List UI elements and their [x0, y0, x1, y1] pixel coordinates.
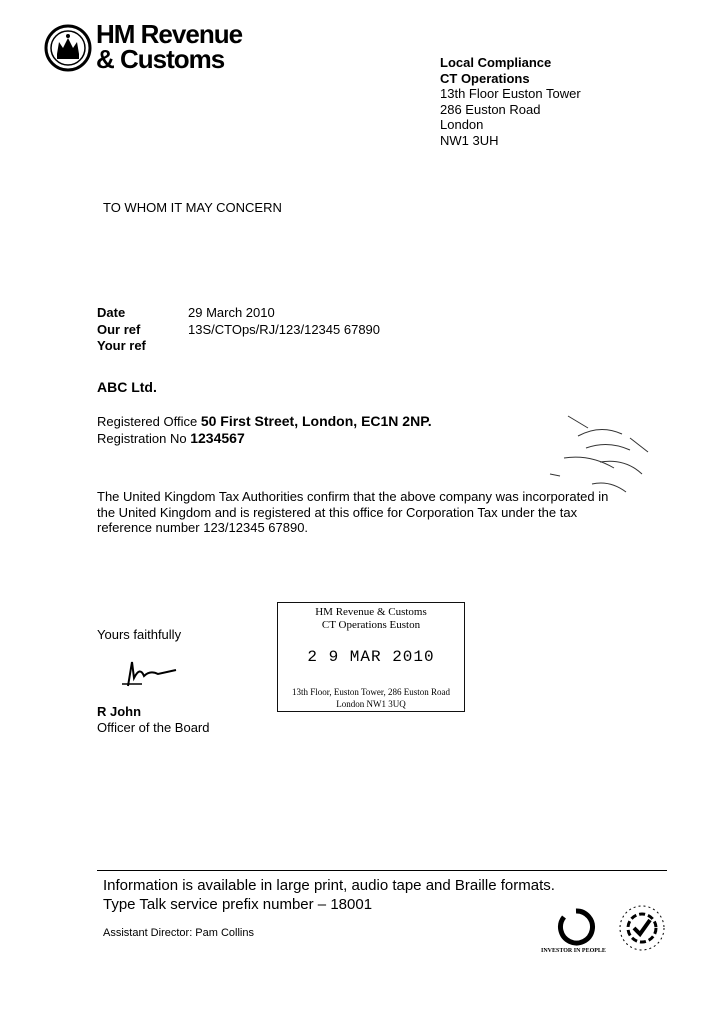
signer-title: Officer of the Board	[97, 720, 210, 735]
investor-in-people-icon	[556, 908, 596, 946]
address-postcode: NW1 3UH	[440, 132, 499, 148]
salutation: TO WHOM IT MAY CONCERN	[103, 200, 282, 215]
stamp-address-line2: London NW1 3UQ	[336, 699, 406, 709]
hmrc-wordmark	[96, 19, 243, 74]
address-city: London	[440, 117, 484, 132]
org-name-line1: HM Revenue	[96, 19, 243, 49]
our-ref-label: Our ref	[97, 321, 141, 337]
address-dept: Local Compliance	[440, 55, 552, 70]
reference-block	[97, 305, 380, 355]
registered-office-value: 50 First Street, London, EC1N 2NP.	[200, 413, 432, 429]
your-ref-label: Your ref	[97, 338, 146, 353]
body-line3: reference number 123/12345 67890.	[97, 520, 309, 535]
date-label: Date	[97, 305, 126, 320]
address-line1: 13th Floor Euston Tower	[440, 86, 581, 101]
stamp-org: HM Revenue & Customs	[315, 606, 427, 618]
received-stamp	[277, 602, 465, 712]
registration-number-label: Registration No	[97, 431, 187, 446]
disability-symbol-icon	[614, 900, 670, 952]
accessibility-line1: Information is available in large print, audio tape and Braille formats.	[103, 877, 555, 894]
address-unit: CT Operations	[440, 70, 530, 86]
body-line1: The United Kingdom Tax Authorities confirm that the above company was incorporated in	[97, 489, 609, 504]
assistant-director: Assistant Director: Pam Collins	[103, 927, 254, 939]
accessibility-line2: Type Talk service prefix number – 18001	[103, 896, 373, 913]
signer-block	[97, 704, 210, 736]
confirmation-paragraph	[97, 489, 657, 536]
registered-office-label: Registered Office	[97, 414, 198, 429]
footer-divider	[97, 870, 667, 871]
registration-number-value: 1234567	[190, 430, 245, 446]
our-ref-value: 13S/CTOps/RJ/123/12345 67890	[188, 321, 381, 337]
stamp-address-line1: 13th Floor, Euston Tower, 286 Euston Road	[292, 687, 450, 697]
address-line2: 286 Euston Road	[440, 101, 541, 117]
signer-name: R John	[97, 704, 142, 719]
closing: Yours faithfully	[97, 627, 182, 642]
stamp-office: CT Operations Euston	[321, 619, 421, 631]
company-name: ABC Ltd.	[97, 379, 157, 395]
body-line2: the United Kingdom and is registered at this office for Corporation Tax under the tax	[97, 504, 578, 520]
date-value: 29 March 2010	[188, 305, 275, 320]
org-name-line2: & Customs	[96, 44, 225, 74]
investor-in-people-label: INVESTOR IN PEOPLE	[541, 948, 606, 954]
handwritten-signature	[118, 656, 180, 692]
accessibility-info	[103, 876, 555, 914]
stamp-date: 2 9 MAR 2010	[307, 648, 435, 666]
registration-block	[97, 413, 432, 447]
sender-address	[440, 55, 581, 148]
crown-crest-icon	[44, 24, 92, 72]
